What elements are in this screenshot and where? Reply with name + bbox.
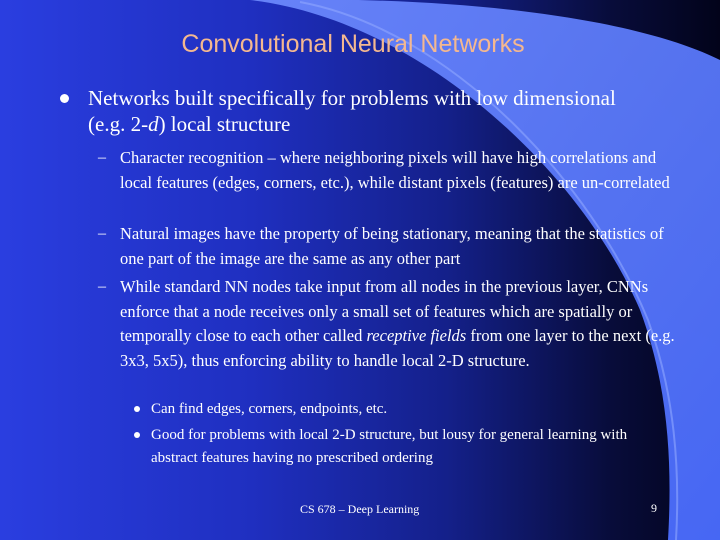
dash-icon: – xyxy=(98,278,106,295)
sub-bullet-3-text: While standard NN nodes take input from all nodes in the previous layer, CNNs enforce that a node receives only a small set of features which are spatially or temporally close to each other called xyxy=(120,277,649,345)
bullet-main-text: Networks built specifically for problems with low dimensional (e.g. 2- xyxy=(88,86,616,136)
bullet-dot-icon xyxy=(134,406,140,412)
bullet-main-italic: d xyxy=(148,112,159,136)
sub-bullet-1: Character recognition – where neighboring pixels will have high correlations and local features (edges, corners, etc.), while distant pixels (features) are un-correlated xyxy=(120,148,670,192)
bullet-main-text-end: ) local structure xyxy=(158,112,291,136)
receptive-fields-term: receptive fields xyxy=(366,326,467,345)
sub-bullet-2: Natural images have the property of being stationary, meaning that the statistics of one part of the image are the same as any other part xyxy=(120,224,664,268)
dash-icon: – xyxy=(98,225,106,242)
sub-sub-bullet-1: Can find edges, corners, endpoints, etc. xyxy=(151,401,388,417)
sub-bullet-3 xyxy=(120,275,680,373)
bullet-dot-icon xyxy=(60,94,69,103)
slide-title: Convolutional Neural Networks xyxy=(181,30,525,58)
page-number: 9 xyxy=(651,501,657,515)
sub-sub-bullet-2: Good for problems with local 2-D structure, but lousy for general learning with abstract features having no prescribed ordering xyxy=(151,427,628,466)
bullet-dot-icon xyxy=(134,432,140,438)
footer-course: CS 678 – Deep Learning xyxy=(300,502,420,516)
dash-icon: – xyxy=(98,149,106,166)
sub-bullet-3-text-end: from one layer to the next (e.g. 3x3, 5x5), thus enforcing ability to handle local 2-D structure. xyxy=(120,326,675,370)
bullet-main xyxy=(88,85,648,137)
